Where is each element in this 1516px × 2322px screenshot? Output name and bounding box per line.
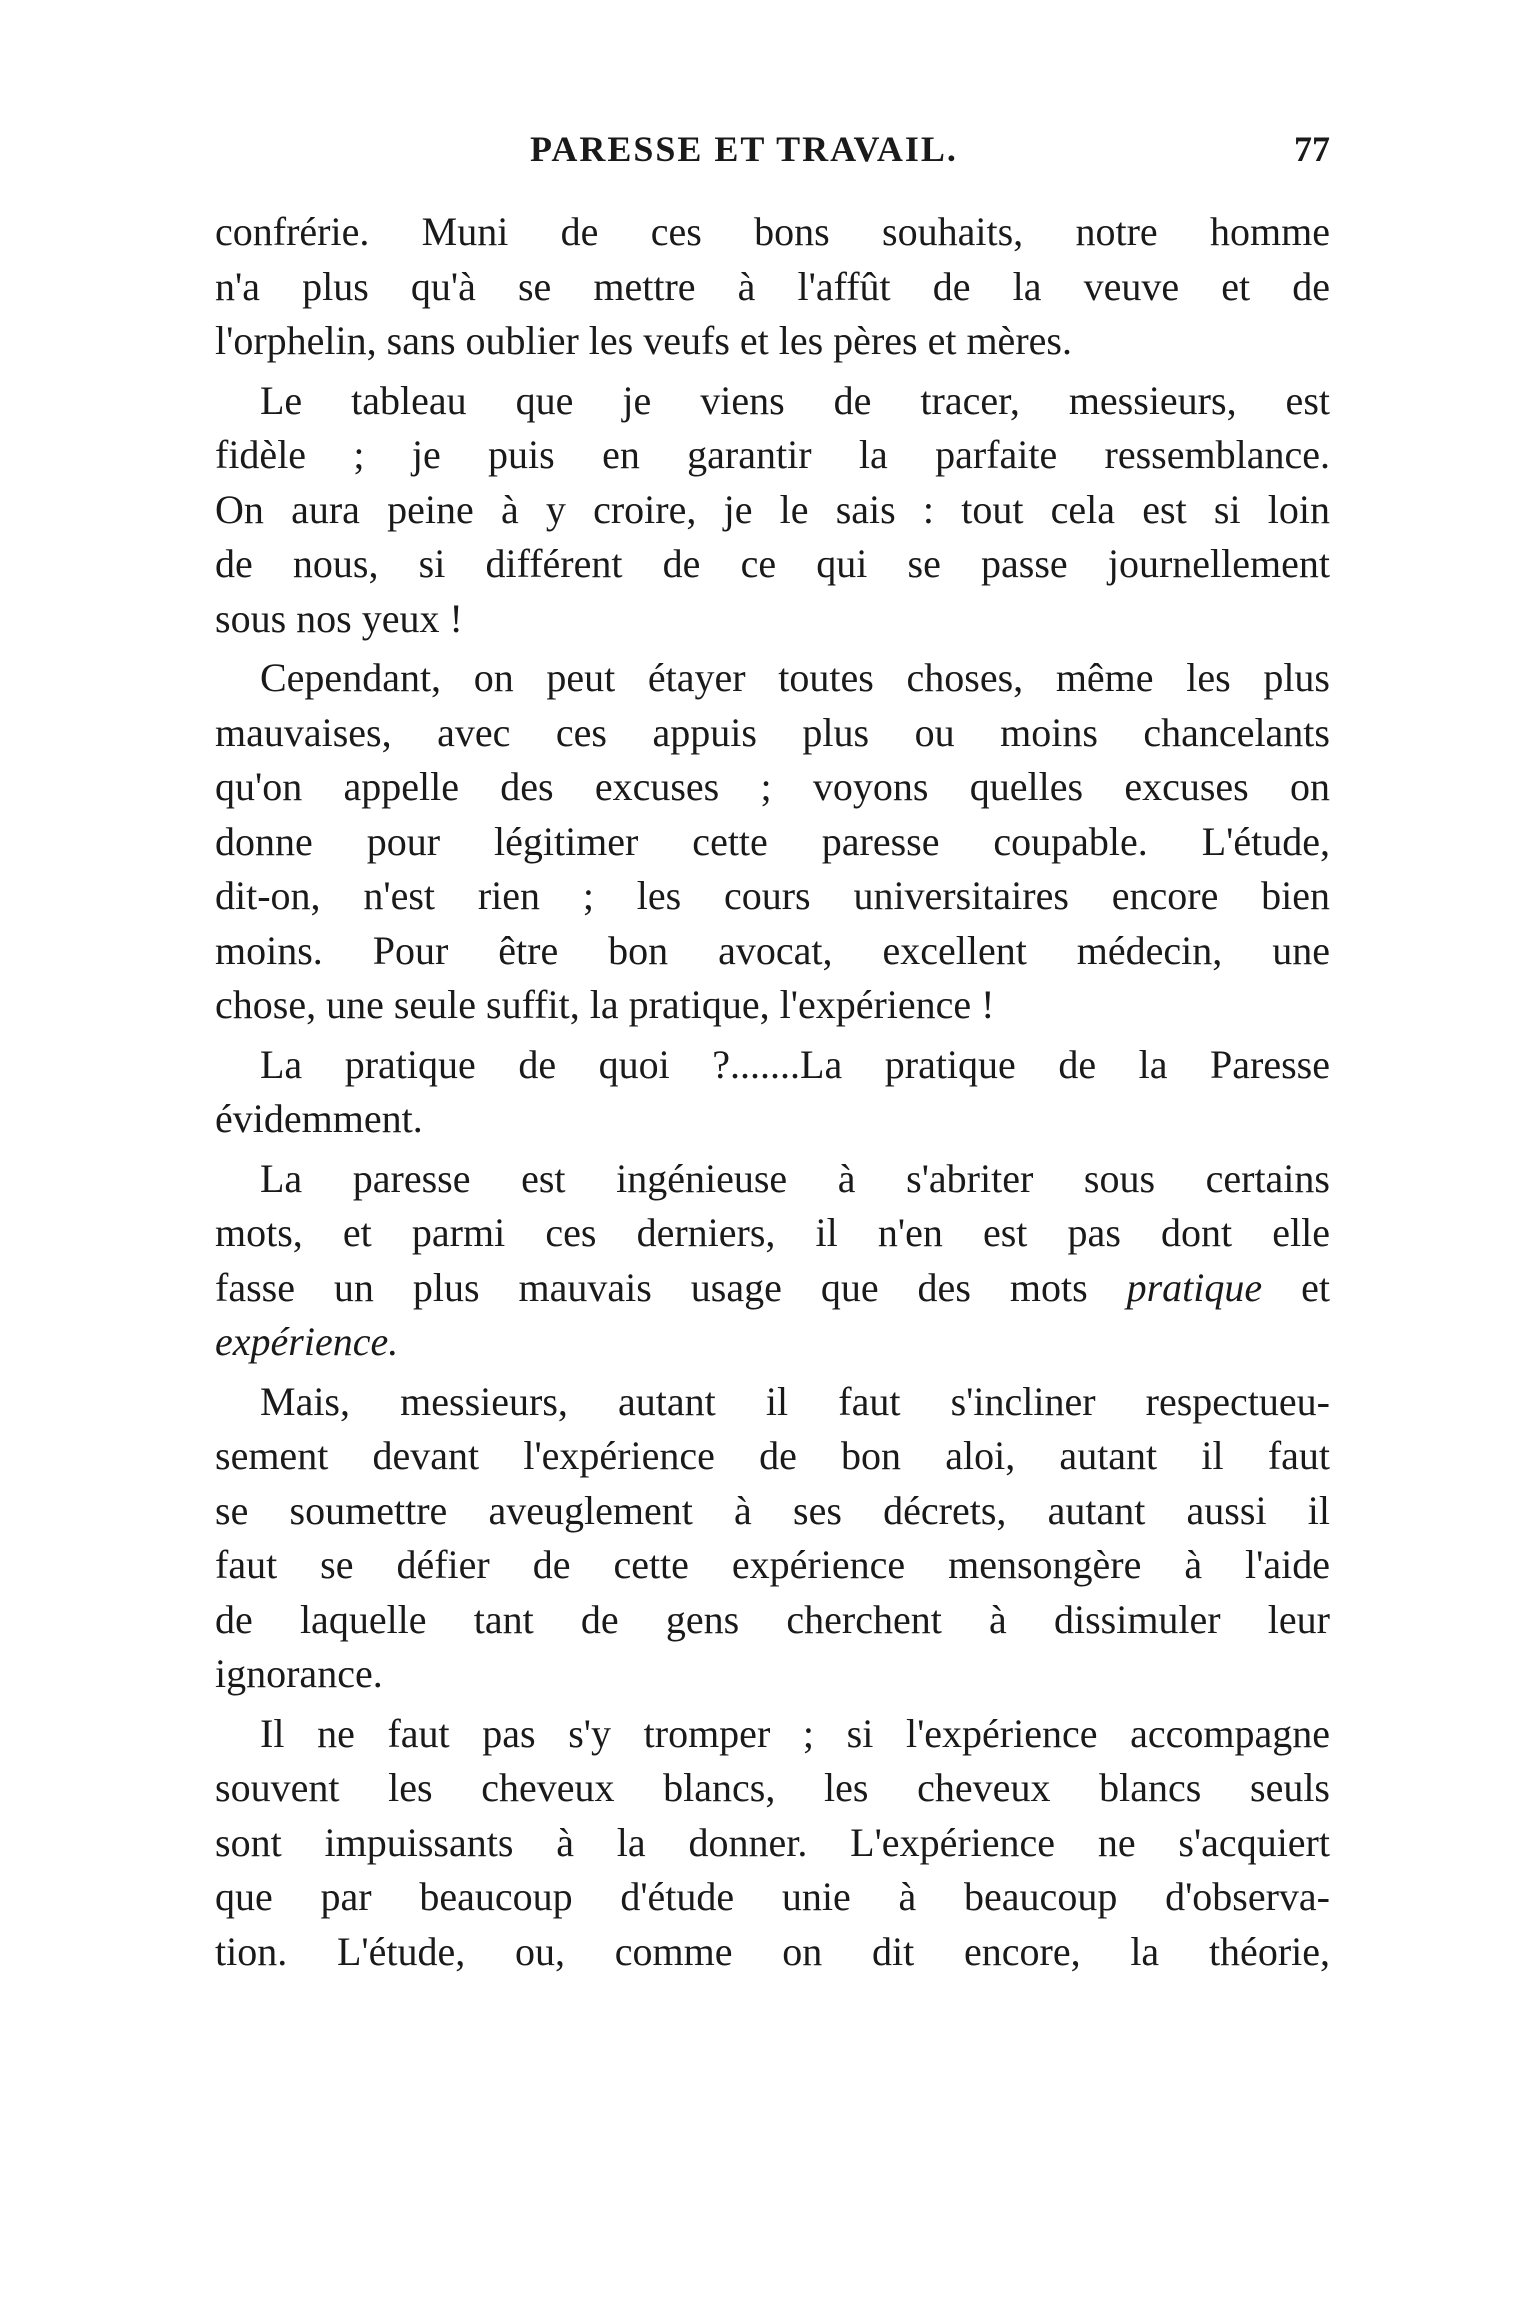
paragraph	[215, 1038, 1330, 1147]
text-line: évidemment.	[215, 1096, 423, 1141]
paragraph	[215, 651, 1330, 1033]
text-line: Mais, messieurs, autant il faut s'incliner respectueu-	[260, 1378, 1330, 1424]
paragraph	[215, 374, 1330, 647]
text-line: Cependant, on peut étayer toutes choses, même les plus	[260, 655, 1330, 700]
text-line: que par beaucoup d'étude unie à beaucoup d'observa-	[215, 1874, 1330, 1919]
text-line: sont impuissants à la donner. L'expérience ne s'acquiert	[215, 1819, 1330, 1865]
text-line: l'orphelin, sans oublier les veufs et les pères et mères.	[215, 318, 1072, 363]
text-line: qu'on appelle des excuses ; voyons quelles excuses on	[215, 764, 1330, 809]
text-line: ignorance.	[215, 1651, 383, 1696]
text-line: de nous, si différent de ce qui se passe journellement	[215, 541, 1330, 586]
text-line: donne pour légitimer cette paresse coupable. L'étude,	[215, 818, 1330, 864]
text-line: sement devant l'expérience de bon aloi, autant il faut	[215, 1433, 1330, 1478]
text-line: fidèle ; je puis en garantir la parfaite ressemblance.	[215, 432, 1330, 477]
text-line: faut se défier de cette expérience mensongère à l'aide	[215, 1542, 1330, 1587]
page-header	[220, 128, 1330, 178]
text-line: Il ne faut pas s'y tromper ; si l'expérience accompagne	[260, 1710, 1330, 1756]
text-line: confrérie. Muni de ces bons souhaits, notre homme	[215, 209, 1330, 254]
text-line: mots, et parmi ces derniers, il n'en est pas dont elle	[215, 1210, 1330, 1255]
text-line: sous nos yeux !	[215, 595, 463, 641]
running-title: PARESSE ET TRAVAIL.	[530, 129, 958, 169]
text-segment: fasse un plus mauvais usage que des mots	[215, 1264, 1088, 1310]
paragraph	[215, 1375, 1330, 1702]
text-line: La pratique de quoi ?.......La pratique de la Paresse	[260, 1041, 1330, 1087]
text-line: de laquelle tant de gens cherchent à dissimuler leur	[215, 1596, 1330, 1642]
text-line: tion. L'étude, ou, comme on dit encore, la théorie,	[215, 1928, 1330, 1974]
text-line: dit-on, n'est rien ; les cours universitaires encore bien	[215, 873, 1330, 918]
text-line: moins. Pour être bon avocat, excellent médecin, une	[215, 927, 1330, 973]
italic-word: expérience.	[215, 1319, 399, 1364]
text-line: souvent les cheveux blancs, les cheveux blancs seuls	[215, 1765, 1330, 1810]
page-number: 77	[1294, 129, 1330, 169]
text-line: se soumettre aveuglement à ses décrets, autant aussi il	[215, 1487, 1330, 1533]
text-line: Le tableau que je viens de tracer, messieurs, est	[260, 377, 1330, 423]
paragraph	[215, 205, 1330, 369]
paragraph	[215, 1707, 1330, 1980]
text-line: n'a plus qu'à se mettre à l'affût de la veuve et de	[215, 263, 1330, 309]
text-line	[215, 1315, 1330, 1370]
text-line: On aura peine à y croire, je le sais : tout cela est si loin	[215, 486, 1330, 532]
paragraph	[215, 1152, 1330, 1370]
text-line: chose, une seule suffit, la pratique, l'expérience !	[215, 982, 995, 1027]
page-body	[215, 205, 1330, 1979]
text-segment: et	[1301, 1264, 1330, 1310]
text-line: mauvaises, avec ces appuis plus ou moins chancelants	[215, 709, 1330, 755]
italic-word: pratique	[1126, 1264, 1263, 1310]
text-line-with-italic	[215, 1261, 1330, 1316]
text-line: La paresse est ingénieuse à s'abriter sous certains	[260, 1155, 1330, 1201]
